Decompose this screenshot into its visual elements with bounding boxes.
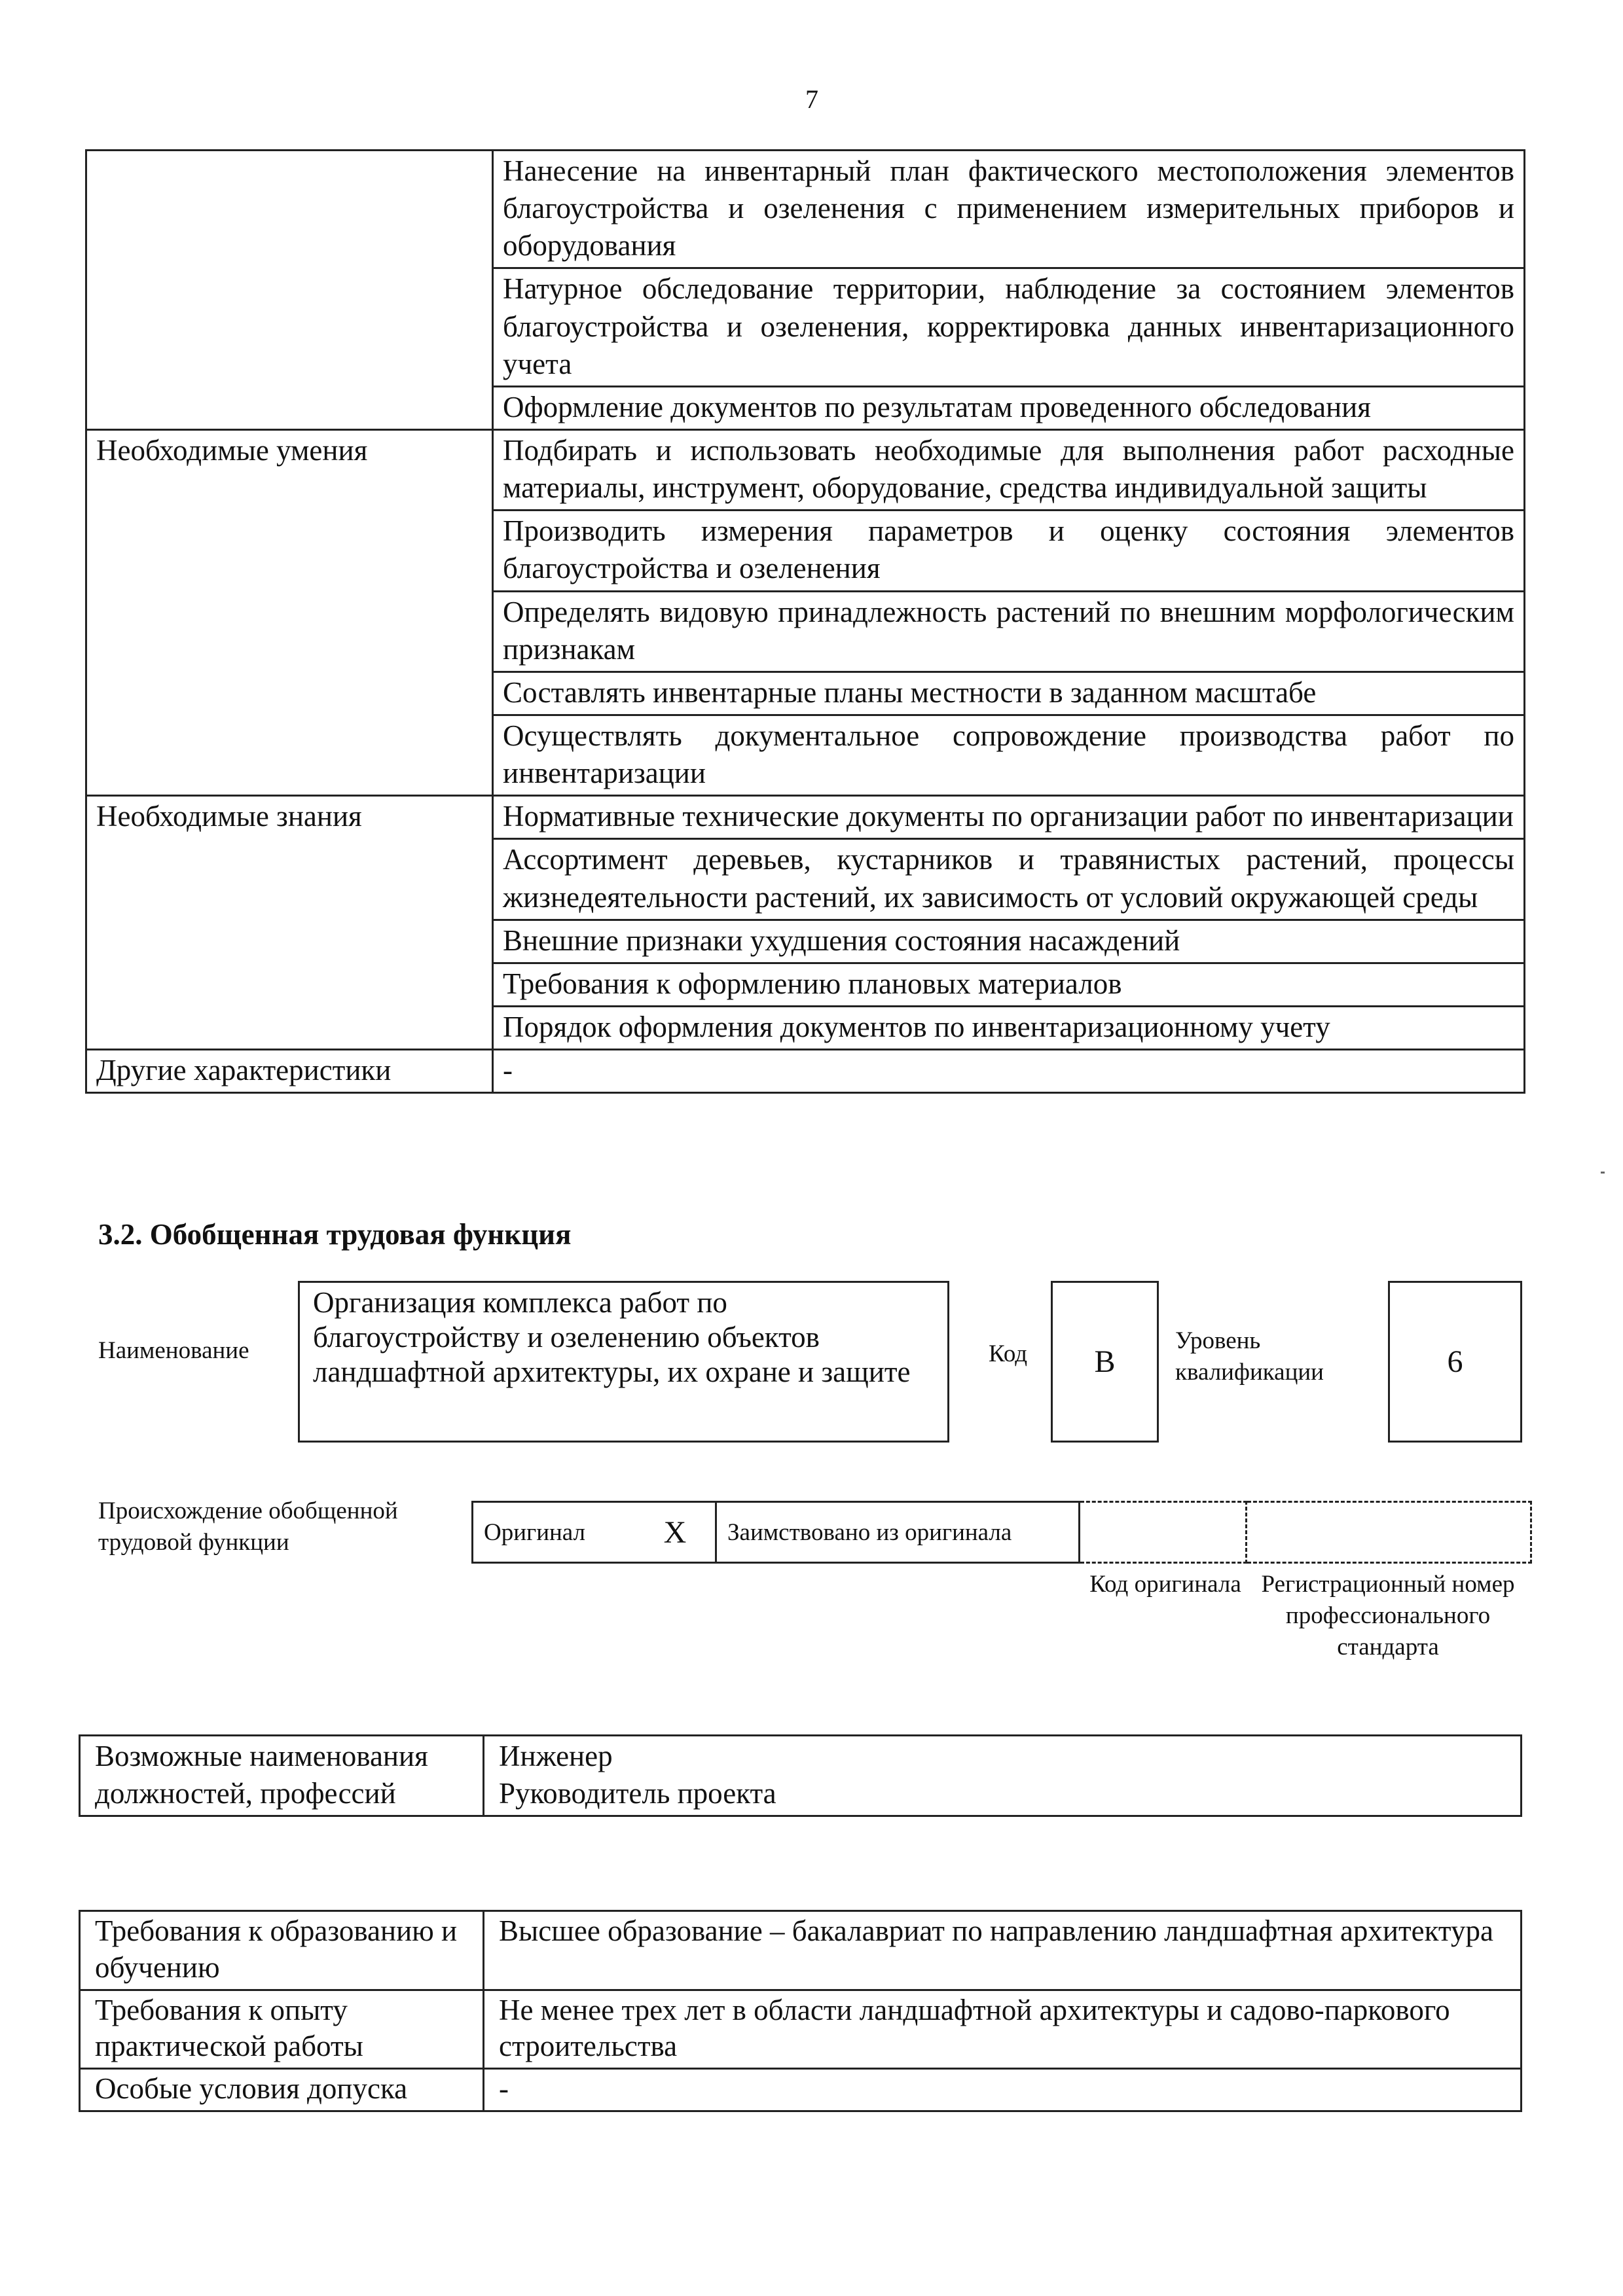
row-label-knowledge: Необходимые знания [86,796,493,1050]
table-cell: Порядок оформления документов по инвентаризационному учету [493,1006,1525,1049]
positions-values [484,1736,1522,1816]
section-title: 3.2. Обобщенная трудовая функция [98,1218,572,1251]
row-label-other: Другие характеристики [86,1050,493,1093]
original-label: Оригинал [473,1502,636,1563]
position-item: Инженер [499,1740,613,1772]
requirement-label: Требования к образованию и обучению [80,1911,484,1990]
row-label-skills: Необходимые умения [86,429,493,795]
code-label: Код [989,1340,1028,1367]
original-code-cell [1080,1502,1247,1563]
requirement-label: Требования к опыту практической работы [80,1990,484,2069]
requirement-value: - [484,2069,1522,2111]
table-cell: Составлять инвентарные планы местности в заданном масштабе [493,672,1525,715]
table-cell: Внешние признаки ухудшения состояния насаждений [493,920,1525,963]
position-item: Руководитель проекта [499,1777,776,1810]
table-cell: Требования к оформлению плановых материалов [493,963,1525,1006]
original-mark: X [635,1502,716,1563]
reg-number-cell [1247,1502,1531,1563]
table-row [473,1502,1531,1563]
code-box: B [1051,1281,1159,1443]
table-row [86,429,1525,510]
table-cell: Натурное обследование территории, наблюдение за состоянием элементов благоустройства и озеленения, корректировка данных инвентаризационного учета [493,268,1525,386]
table-cell: Осуществлять документальное сопровождение производства работ по инвентаризации [493,715,1525,795]
code-original-caption: Код оригинала [1089,1571,1241,1598]
scan-mark [1601,1172,1605,1174]
requirement-value: Высшее образование – бакалавриат по направлению ландшафтная архитектура [484,1911,1522,1990]
table-cell: Ассортимент деревьев, кустарников и травянистых растений, процессы жизнедеятельности растений, их зависимость от условий окружающей среды [493,839,1525,920]
table-cell: - [493,1050,1525,1093]
level-label: Уровень квалификации [1175,1327,1324,1386]
row-label [86,151,493,430]
level-box: 6 [1388,1281,1522,1443]
table-row [86,151,1525,268]
requirement-value: Не менее трех лет в области ландшафтной архитектуры и садово-паркового строительства [484,1990,1522,2069]
positions-table [79,1734,1522,1817]
table-row [80,1911,1522,1990]
reg-number-caption: Регистрационный номер профессионального стандарта [1261,1571,1515,1661]
requirements-table [79,1910,1522,2112]
requirement-label: Особые условия допуска [80,2069,484,2111]
table-row [80,2069,1522,2111]
skills-knowledge-table [85,149,1525,1094]
table-cell: Нанесение на инвентарный план фактического местоположения элементов благоустройства и озеленения с применением измерительных приборов и оборудования [493,151,1525,268]
table-cell: Подбирать и использовать необходимые для выполнения работ расходные материалы, инструмент, оборудование, средства индивидуальной защиты [493,429,1525,510]
table-cell: Оформление документов по результатам проведенного обследования [493,386,1525,429]
name-label: Наименование [98,1337,249,1364]
table-row [86,1050,1525,1093]
table-row [80,1990,1522,2069]
origin-label: Происхождение обобщенной трудовой функции [98,1498,398,1556]
table-row [86,796,1525,839]
table-cell: Производить измерения параметров и оценку состояния элементов благоустройства и озеленения [493,511,1525,591]
function-name-box: Организация комплекса работ по благоустройству и озеленению объектов ландшафтной архитектуры, их охране и защите [298,1281,949,1443]
borrowed-label: Заимствовано из оригинала [716,1502,1080,1563]
table-cell: Нормативные технические документы по организации работ по инвентаризации [493,796,1525,839]
page-number: 7 [805,84,818,114]
positions-label: Возможные наименования должностей, профессий [80,1736,484,1816]
table-cell: Определять видовую принадлежность растений по внешним морфологическим признакам [493,591,1525,672]
table-row [80,1736,1522,1816]
origin-table [471,1501,1532,1564]
